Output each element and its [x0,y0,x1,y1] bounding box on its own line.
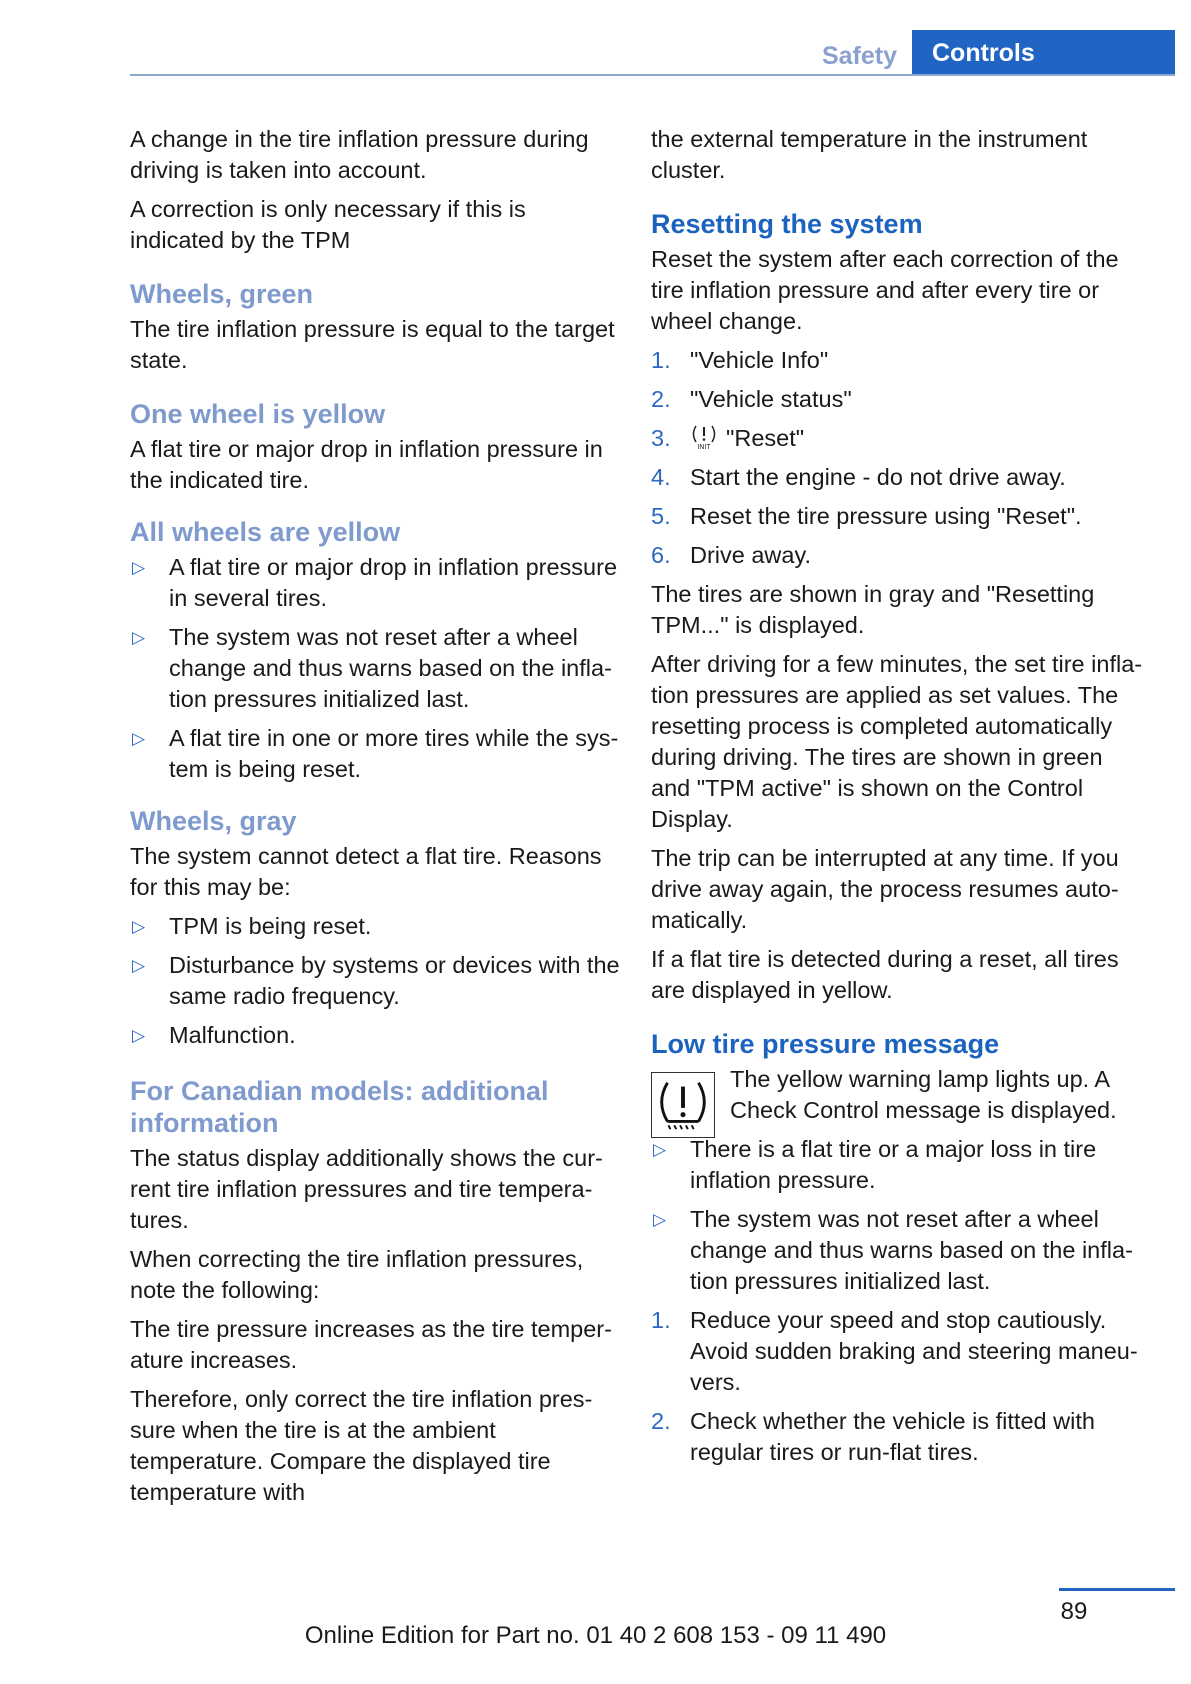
paragraph: The status display additionally shows the current tire inflation pressures and tire temperatures. [130,1145,603,1233]
list-item: 3. INIT "Reset" [651,425,805,451]
svg-text:INIT: INIT [697,444,711,450]
heading-canadian-models: For Canadian models: additional information [130,1076,549,1138]
triangle-bullet-icon: ▷ [132,917,146,936]
paragraph: Therefore, only correct the tire inflation pressure when the tire is at the ambient temperature. Compare the displayed tire temperature with [130,1386,593,1505]
tire-pressure-warning-icon [651,1072,715,1138]
triangle-bullet-icon: ▷ [132,558,146,577]
paragraph: The trip can be interrupted at any time. If you drive away again, the process resumes automatically. [651,845,1119,933]
paragraph: the external temperature in the instrument cluster. [651,126,1088,183]
list-item: 5. Reset the tire pressure using "Reset". [651,503,1082,529]
header-rule [130,74,1175,76]
list-item: 6. Drive away. [651,542,812,568]
heading-one-wheel-yellow: One wheel is yellow [130,399,386,429]
list-item: ▷ Disturbance by systems or devices with the same radio frequency. [132,952,620,1009]
tpm-init-icon [690,424,718,450]
heading-low-tire-pressure: Low tire pressure message [651,1029,1000,1059]
bullet-list [651,1134,1143,1196]
heading-all-wheels-yellow: All wheels are yellow [130,517,401,547]
list-item: 2. "Vehicle status" [651,386,852,412]
header-chapter-tab: Controls [912,30,1175,76]
triangle-bullet-icon: ▷ [653,1140,667,1159]
paragraph: The system cannot detect a flat tire. Reasons for this may be: [130,843,602,900]
footer-edition-text: Online Edition for Part no. 01 40 2 608 153 - 09 11 490 [304,1622,887,1649]
list-item: ▷ Malfunction. [130,1020,620,1051]
paragraph: When correcting the tire inflation pressures, note the following: [130,1246,584,1303]
triangle-bullet-icon: ▷ [653,1210,667,1229]
paragraph: Reset the system after each correction of the tire inflation pressure and after every tire or wheel change. [651,246,1119,334]
list-item: ▷ The system was not reset after a wheel change and thus warns based on the inflation pressures initialized last. [132,624,612,712]
list-item: ▷ There is a flat tire or a major loss in tire inflation pressure. [653,1136,1097,1193]
paragraph: A flat tire or major drop in inflation pressure in the indicated tire. [130,436,603,493]
list-item: 1. "Vehicle Info" [651,347,829,373]
bullet-list [130,911,620,1051]
triangle-bullet-icon: ▷ [132,729,146,748]
heading-wheels-green: Wheels, green [130,279,314,309]
heading-resetting-system: Resetting the system [651,209,923,239]
list-item: ▷ A flat tire in one or more tires while the system is being reset. [132,725,619,782]
list-item: ▷ TPM is being reset. [130,911,620,942]
paragraph: The tire inflation pressure is equal to the target state. [130,316,615,373]
footer-rule [1059,1588,1175,1591]
bullet-list [130,552,620,785]
bullet-list [651,1204,1143,1297]
list-item: 1. Reduce your speed and stop cautiously. Avoid sudden braking and steering maneuvers. [651,1307,1138,1395]
header-section-label: Safety [821,42,897,70]
heading-wheels-gray: Wheels, gray [130,806,297,836]
triangle-bullet-icon: ▷ [132,956,146,975]
page-number: 89 [1060,1598,1088,1625]
numbered-list [651,1305,1143,1468]
list-item: 2. Check whether the vehicle is fitted with regular tires or run-flat tires. [651,1408,1095,1465]
paragraph: A change in the tire inflation pressure during driving is taken into account. [130,126,589,183]
list-item: 4. Start the engine - do not drive away. [651,464,1066,490]
paragraph: After driving for a few minutes, the set tire inflation pressures are applied as set values. The resetting process is completed automatically during driving. The tires are shown in green and "TPM active" is shown on the Control Display. [651,651,1143,832]
warning-block [651,1064,1143,1196]
paragraph: A correction is only necessary if this is indicated by the TPM [130,196,526,253]
paragraph: If a flat tire is detected during a reset, all tires are displayed in yellow. [651,946,1119,1003]
paragraph: The tires are shown in gray and "Resetting TPM..." is displayed. [651,581,1095,638]
list-item: ▷ The system was not reset after a wheel change and thus warns based on the inflation pressures initialized last. [653,1206,1133,1294]
paragraph: The tire pressure increases as the tire temperature increases. [130,1316,612,1373]
triangle-bullet-icon: ▷ [132,628,146,647]
numbered-list [651,345,1143,571]
left-column [130,124,620,1516]
list-item: ▷ A flat tire or major drop in inflation pressure in several tires. [132,554,618,611]
right-column [651,124,1143,1476]
paragraph: The yellow warning lamp lights up. A Check Control message is displayed. [730,1066,1117,1123]
triangle-bullet-icon: ▷ [132,1026,146,1045]
